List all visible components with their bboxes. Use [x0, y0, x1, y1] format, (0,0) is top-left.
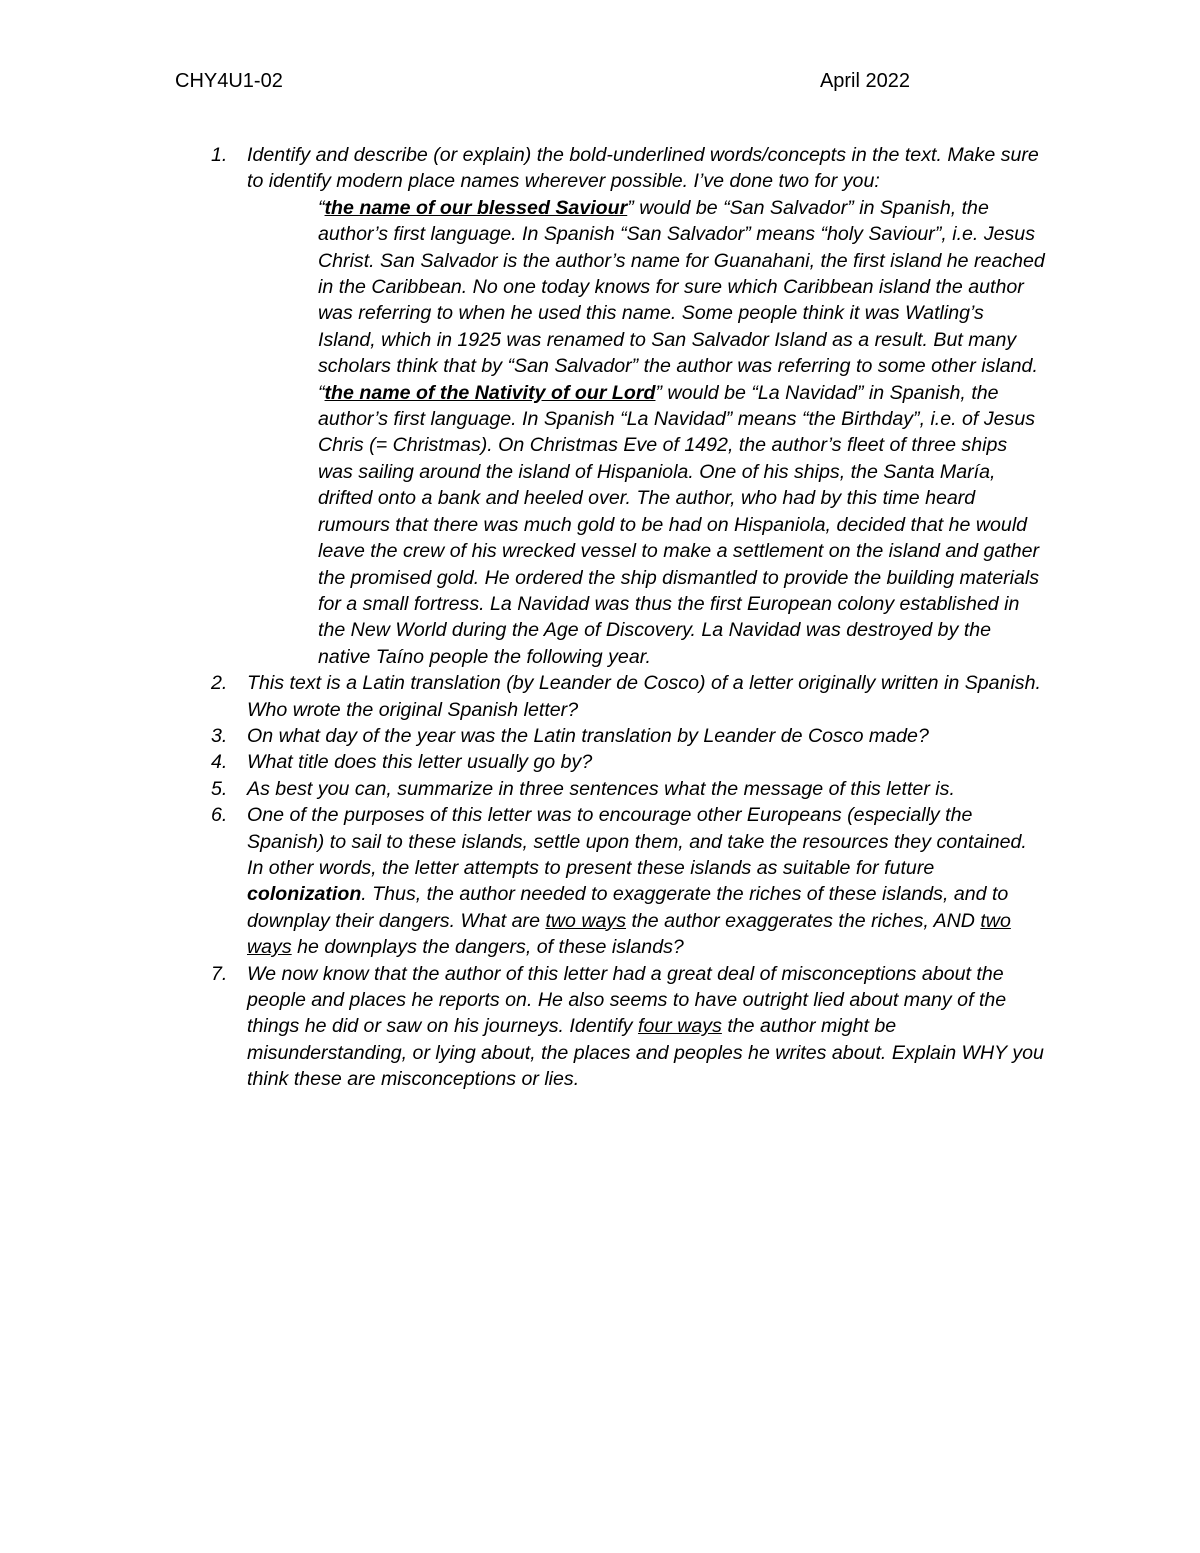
text-segment: the author might be misunderstanding, or lying about, the places and peoples he writes about. Explain WHY you think these are misconceptions or lies. [247, 1015, 1044, 1091]
bold-underlined-term: the name of the Nativity of our Lord [324, 381, 656, 404]
question-number: 2. [211, 672, 228, 695]
question-text: On what day of the year was the Latin translation by Leander de Cosco made? [247, 724, 929, 747]
question-7 [175, 961, 1045, 1093]
question-text: Identify and describe (or explain) the bold-underlined words/concepts in the text. Make sure to identify modern place names wherever possible. I’ve done two for you: [247, 144, 1039, 193]
question-number: 7. [211, 962, 228, 985]
text-segment: he downplays the dangers, of these islands? [291, 936, 684, 959]
question-4 [175, 749, 1045, 775]
question-1 [175, 142, 1045, 670]
underlined-phrase: four ways [638, 1015, 722, 1038]
question-text: As best you can, summarize in three sentences what the message of this letter is. [247, 777, 955, 800]
example-answer-1 [247, 195, 1045, 380]
open-quote: “ [318, 381, 325, 404]
example-answer-2 [247, 380, 1045, 670]
text-segment: . Thus, the author needed to exaggerate the riches of these islands, and to downplay their dangers. What are [247, 883, 1009, 932]
open-quote: “ [318, 196, 325, 219]
underlined-phrase: two ways [247, 909, 1011, 959]
question-text: This text is a Latin translation (by Leander de Cosco) of a letter originally written in Spanish. Who wrote the original Spanish letter? [247, 672, 1041, 721]
question-number: 4. [211, 751, 228, 774]
course-code: CHY4U1-02 [175, 70, 283, 92]
question-3 [175, 723, 1045, 749]
term-explanation: ” would be “San Salvador” in Spanish, the author’s first language. In Spanish “San Salvador” means “holy Saviour”, i.e. Jesus Christ. San Salvador is the author’s name for Guanahani, the first island he reached in the Caribbean. No one today knows for sure which Caribbean island the author was referring to when he used this name. Some people think it was Watling’s Island, which in 1925 was renamed to San Salvador Island as a result. But many scholars think that by “San Salvador” the author was referring to some other island. [318, 196, 1045, 378]
question-text: What title does this letter usually go by? [247, 751, 593, 774]
term-explanation: ” would be “La Navidad” in Spanish, the author’s first language. In Spanish “La Navidad” means “the Birthday”, i.e. of Jesus Chris (= Christmas). On Christmas Eve of 1492, the author’s fleet of three ships was sailing around the island of Hispaniola. One of his ships, the Santa María, drifted onto a bank and heeled over. The author, who had by this time heard rumours that there was much gold to be had on Hispaniola, decided that he would leave the crew of his wrecked vessel to make a settlement on the island and gather the promised gold. He ordered the ship dismantled to provide the building materials for a small fortress. La Navidad was thus the first European colony established in the New World during the Age of Discovery. La Navidad was destroyed by the native Taíno people the following year. [318, 381, 1040, 668]
question-number: 3. [211, 724, 228, 747]
question-2 [175, 670, 1045, 723]
question-number: 6. [211, 804, 228, 827]
question-list [175, 142, 1045, 1093]
question-number: 1. [211, 144, 228, 166]
page-header [175, 70, 910, 100]
question-5 [175, 776, 1045, 802]
document-date: April 2022 [819, 70, 910, 92]
underlined-phrase: two ways [545, 909, 627, 932]
bold-term: colonization [247, 883, 362, 906]
question-6 [175, 802, 1045, 960]
text-segment: We now know that the author of this letter had a great deal of misconceptions about the people and places he reports on. He also seems to have outright lied about many of the things he did or saw on his journeys. Identify [247, 962, 1007, 1038]
question-text [247, 802, 1045, 960]
question-text [247, 961, 1045, 1093]
bold-underlined-term: the name of our blessed Saviour [324, 196, 628, 219]
text-segment: the author exaggerates the riches, AND [626, 909, 981, 932]
text-segment: One of the purposes of this letter was to encourage other Europeans (especially the Spanish) to sail to these islands, settle upon them, and take the resources they contained. In other words, the letter attempts to present these islands as suitable for future [247, 804, 1027, 879]
question-number: 5. [211, 777, 228, 800]
